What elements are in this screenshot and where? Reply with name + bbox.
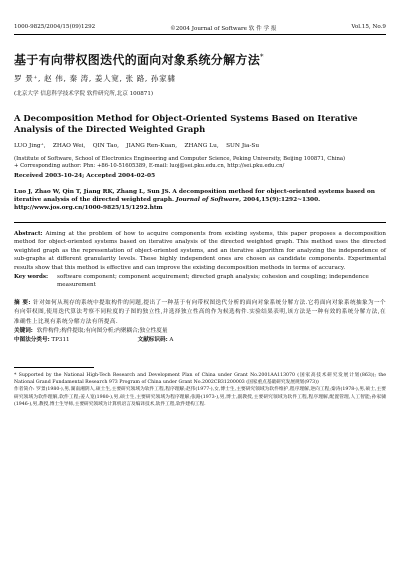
english-keywords (14, 273, 386, 289)
citation-authors: Luo J, Zhao W, Qin T, Jiang RK, Zhang L, Sun JS. (14, 188, 171, 195)
doc-code-label: 文献标识码: (137, 337, 168, 344)
citation-block (14, 188, 386, 213)
cn-keywords-label: 关键词: (14, 328, 33, 335)
english-affiliation: (Institute of Software, School of Electronics Engineering and Computer Science, Peking University, Beijing 100871, China) (14, 156, 346, 162)
chinese-affiliation: (北京大学 信息科学技术学院 软件研究所,北京 100871) (14, 91, 154, 97)
volume-text: Vol.15, No.9 (351, 24, 386, 30)
english-title: A Decomposition Method for Object-Oriented Systems Based on Iterative Analysis of the Directed Weighted Graph (14, 113, 358, 134)
running-header (14, 0, 386, 32)
chinese-keywords (14, 327, 386, 336)
cn-keywords-text: 软件构件;构件提取;有向图分析;内聚耦合;独立性度量 (36, 328, 168, 335)
english-abstract (14, 230, 386, 273)
clc-item (14, 336, 84, 345)
keywords-label: Key words: (14, 273, 49, 280)
cn-abstract-text: 针对如何从现存的系统中提取构件的问题,提出了一种基于有向带权图迭代分析的面向对象系统分解方法.它将面向对象系统抽象为一个有向带权图,使用迭代算法考察不同粒度的子图的独立性,并选择独立性高的作为候选构件.实验结果表明,该方法是一种有效的系统分解方法,在准确性上比现有系统分解方法有所提高. (14, 300, 386, 325)
issn-text: 1000-9825/2004/15(09)1292 (14, 24, 96, 30)
abstract-label: Abstract: (14, 230, 43, 237)
keywords-text: software component; component acquirement; directed graph analysis; cohesion and coupling; independence measurement (57, 273, 369, 288)
citation-tail: , 2004,15(9):1292~1300. (239, 197, 321, 204)
cn-abstract-label: 摘 要: (14, 300, 31, 307)
citation-title: A decomposition method for object-oriented systems based on iterative analysis of the directed weighted graph. (14, 188, 375, 204)
section-rule (14, 222, 386, 223)
funding-footnote: * Supported by the National High-Tech Research and Development Plan of China under Grant No.2001AA113070 (国家高技术研究发展计划(863)); the National Grand Fundamental Research 973 Program of China under Grant No.2002CB31200003 (国家重点基础研究发展规划(973)) (14, 373, 386, 386)
title-footnote-mark: * (260, 53, 264, 61)
chinese-title (14, 51, 386, 68)
footnote-rule (14, 367, 94, 368)
clc-value: TP311 (51, 337, 70, 344)
abstract-text: Aiming at the problem of how to acquire components from existing systems, this paper proposes a decomposition method for object-oriented systems based on iterative analysis of the directed weighted graph. This method uses the directed weighted graph as the representation of object-oriented systems, and an iterative algorithm for analyzing the independence of sub-graphs at different granularity levels. These highly independent ones are chosen as candidate components. Experimental results show that this method is effective and can improve the existing decomposition methods in terms of accuracy. (14, 230, 386, 272)
english-authors: LUO Jing⁺, ZHAO Wei, QIN Tao, JIANG Ren-Kuan, ZHANG Lu, SUN Jia-Su (14, 143, 260, 149)
chinese-abstract (14, 299, 386, 327)
footnotes (14, 372, 386, 407)
clc-label: 中图法分类号: (14, 337, 50, 344)
chinese-title-text: 基于有向带权图迭代的面向对象系统分解方法 (14, 53, 261, 67)
doc-code-item (138, 336, 188, 345)
author-bio-footnote: 作者简介: 罗景(1980-),男,湖南湘阴人,硕士生,主要研究领域为软件工程,程序理解;赵伟(1977-),女,博士生,主要研究领域为软件维护,程序理解,逆向工程;秦涛(1978-),男,硕士,主要研究领域为软件理解,软件工程;姜人宽(1980-),男,硕士生,主要研究领域为程序理解;张路(1973-),男,博士,副教授,主要研究领域为软件工程,程序理解,配置管理,人工智能;孙家骕(1946-),男,教授,博士生导师,主要研究领域为计算机语言及编译技术,软件工程,软件建构工程. (14, 387, 386, 407)
journal-text: ©2004 Journal of Software 软 件 学 报 (170, 26, 277, 32)
chinese-authors: 罗 景⁺, 赵 伟, 秦 涛, 姜人宽, 张 路, 孙家骕 (14, 74, 176, 83)
citation-journal: Journal of Software (175, 197, 240, 204)
received-dates: Received 2003-10-24; Accepted 2004-02-05 (14, 172, 156, 179)
header-rule (14, 34, 386, 35)
citation-url[interactable]: http://www.jos.org.cn/1000-9825/15/1292.htm (14, 205, 163, 212)
classification-line (14, 336, 386, 345)
doc-code-value: A (169, 337, 174, 344)
corresponding-author: + Corresponding author: Phn: +86-10-51605389, E-mail: luoj@sei.pku.edu.cn, http://sei.pku.edu.cn/ (14, 163, 285, 170)
